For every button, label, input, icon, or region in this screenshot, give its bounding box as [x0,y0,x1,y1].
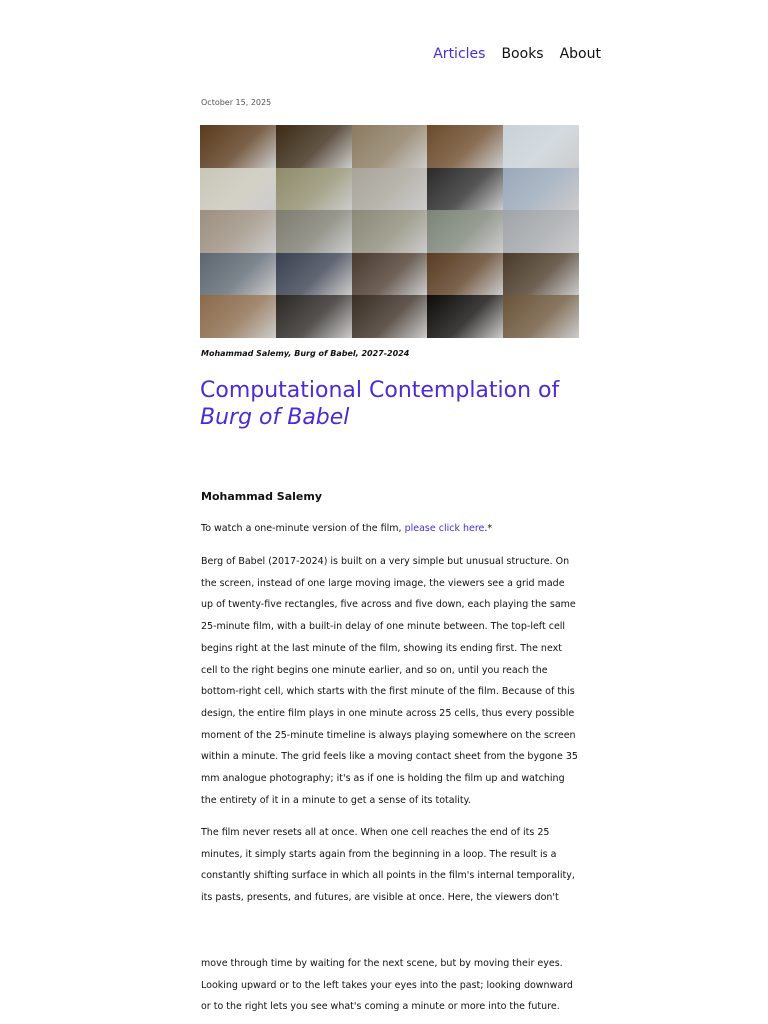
intro-text: To watch a one-minute version of the film, [201,523,405,534]
nav-about-link[interactable]: About [559,46,601,62]
film-still-cell [503,125,579,168]
article-date: October 15, 2025 [201,98,272,107]
watch-film-link[interactable]: please click here [404,523,485,534]
image-caption: Mohammad Salemy, Burg of Babel, 2027-2024 [201,349,410,358]
film-still-cell [503,168,579,211]
film-still-cell [427,210,503,253]
film-still-cell [352,210,428,253]
film-still-cell [200,295,276,338]
film-still-cell [200,168,276,211]
film-still-cell [352,295,428,338]
article-author: Mohammad Salemy [201,490,323,503]
body-paragraph-1 [201,551,579,811]
film-still-cell [427,295,503,338]
film-still-cell [503,210,579,253]
film-still-cell [200,125,276,168]
film-still-cell [276,253,352,296]
film-still-cell [352,253,428,296]
paragraph-text: move through time by waiting for the next scene, but by moving their eyes. Looking upward or to the left takes your eyes into the past; looking downward or to the right lets you see what's coming a minute or more into the future. [201,958,573,1013]
intro-suffix: .* [484,523,493,534]
paragraph-text: Berg of Babel (2017-2024) is built on a very simple but unusual structure. On the screen, instead of one large moving image, the viewers see a grid made up of twenty-five rectangles, five across and five down, each playing the same 25-minute film, with a built-in delay of one minute between. The top-left cell begins right at the last minute of the film, showing its ending first. The next cell to the right begins one minute earlier, and so on, until you reach the bottom-right cell, which starts with the first minute of the film. Because of this design, the entire film plays in one minute across 25 cells, thus every possible moment of the 25-minute timeline is always playing somewhere on the screen within a minute. The grid feels like a moving contact sheet from the bygone 35 mm analogue photography; it's as if one is holding the film up and watching the entirety of it in a minute to get a sense of its totality. [201,556,578,806]
nav-books-link[interactable]: Books [501,46,544,62]
film-still-cell [200,210,276,253]
film-still-cell [276,295,352,338]
film-still-cell [427,168,503,211]
intro-paragraph [201,518,579,540]
film-still-cell [276,125,352,168]
film-still-cell [276,168,352,211]
film-still-cell [427,125,503,168]
body-paragraph-2 [201,822,579,909]
article-title-line1: Computational Contemplation of [200,378,560,403]
film-still-cell [200,253,276,296]
film-stills-image [200,125,579,338]
film-still-cell [503,253,579,296]
nav-articles-link[interactable]: Articles [433,46,486,62]
film-still-cell [503,295,579,338]
film-still-cell [427,253,503,296]
article-title-line2: Burg of Babel [200,405,350,430]
film-still-cell [352,168,428,211]
body-paragraph-3 [201,953,579,1018]
paragraph-text: The film never resets all at once. When one cell reaches the end of its 25 minutes, it simply starts again from the beginning in a loop. The result is a constantly shifting surface in which all points in the film's internal temporality, its pasts, presents, and futures, are visible at once. Here, the viewers don't [201,827,575,904]
article-title [200,377,580,431]
film-still-cell [276,210,352,253]
film-still-cell [352,125,428,168]
main-nav [433,46,601,62]
